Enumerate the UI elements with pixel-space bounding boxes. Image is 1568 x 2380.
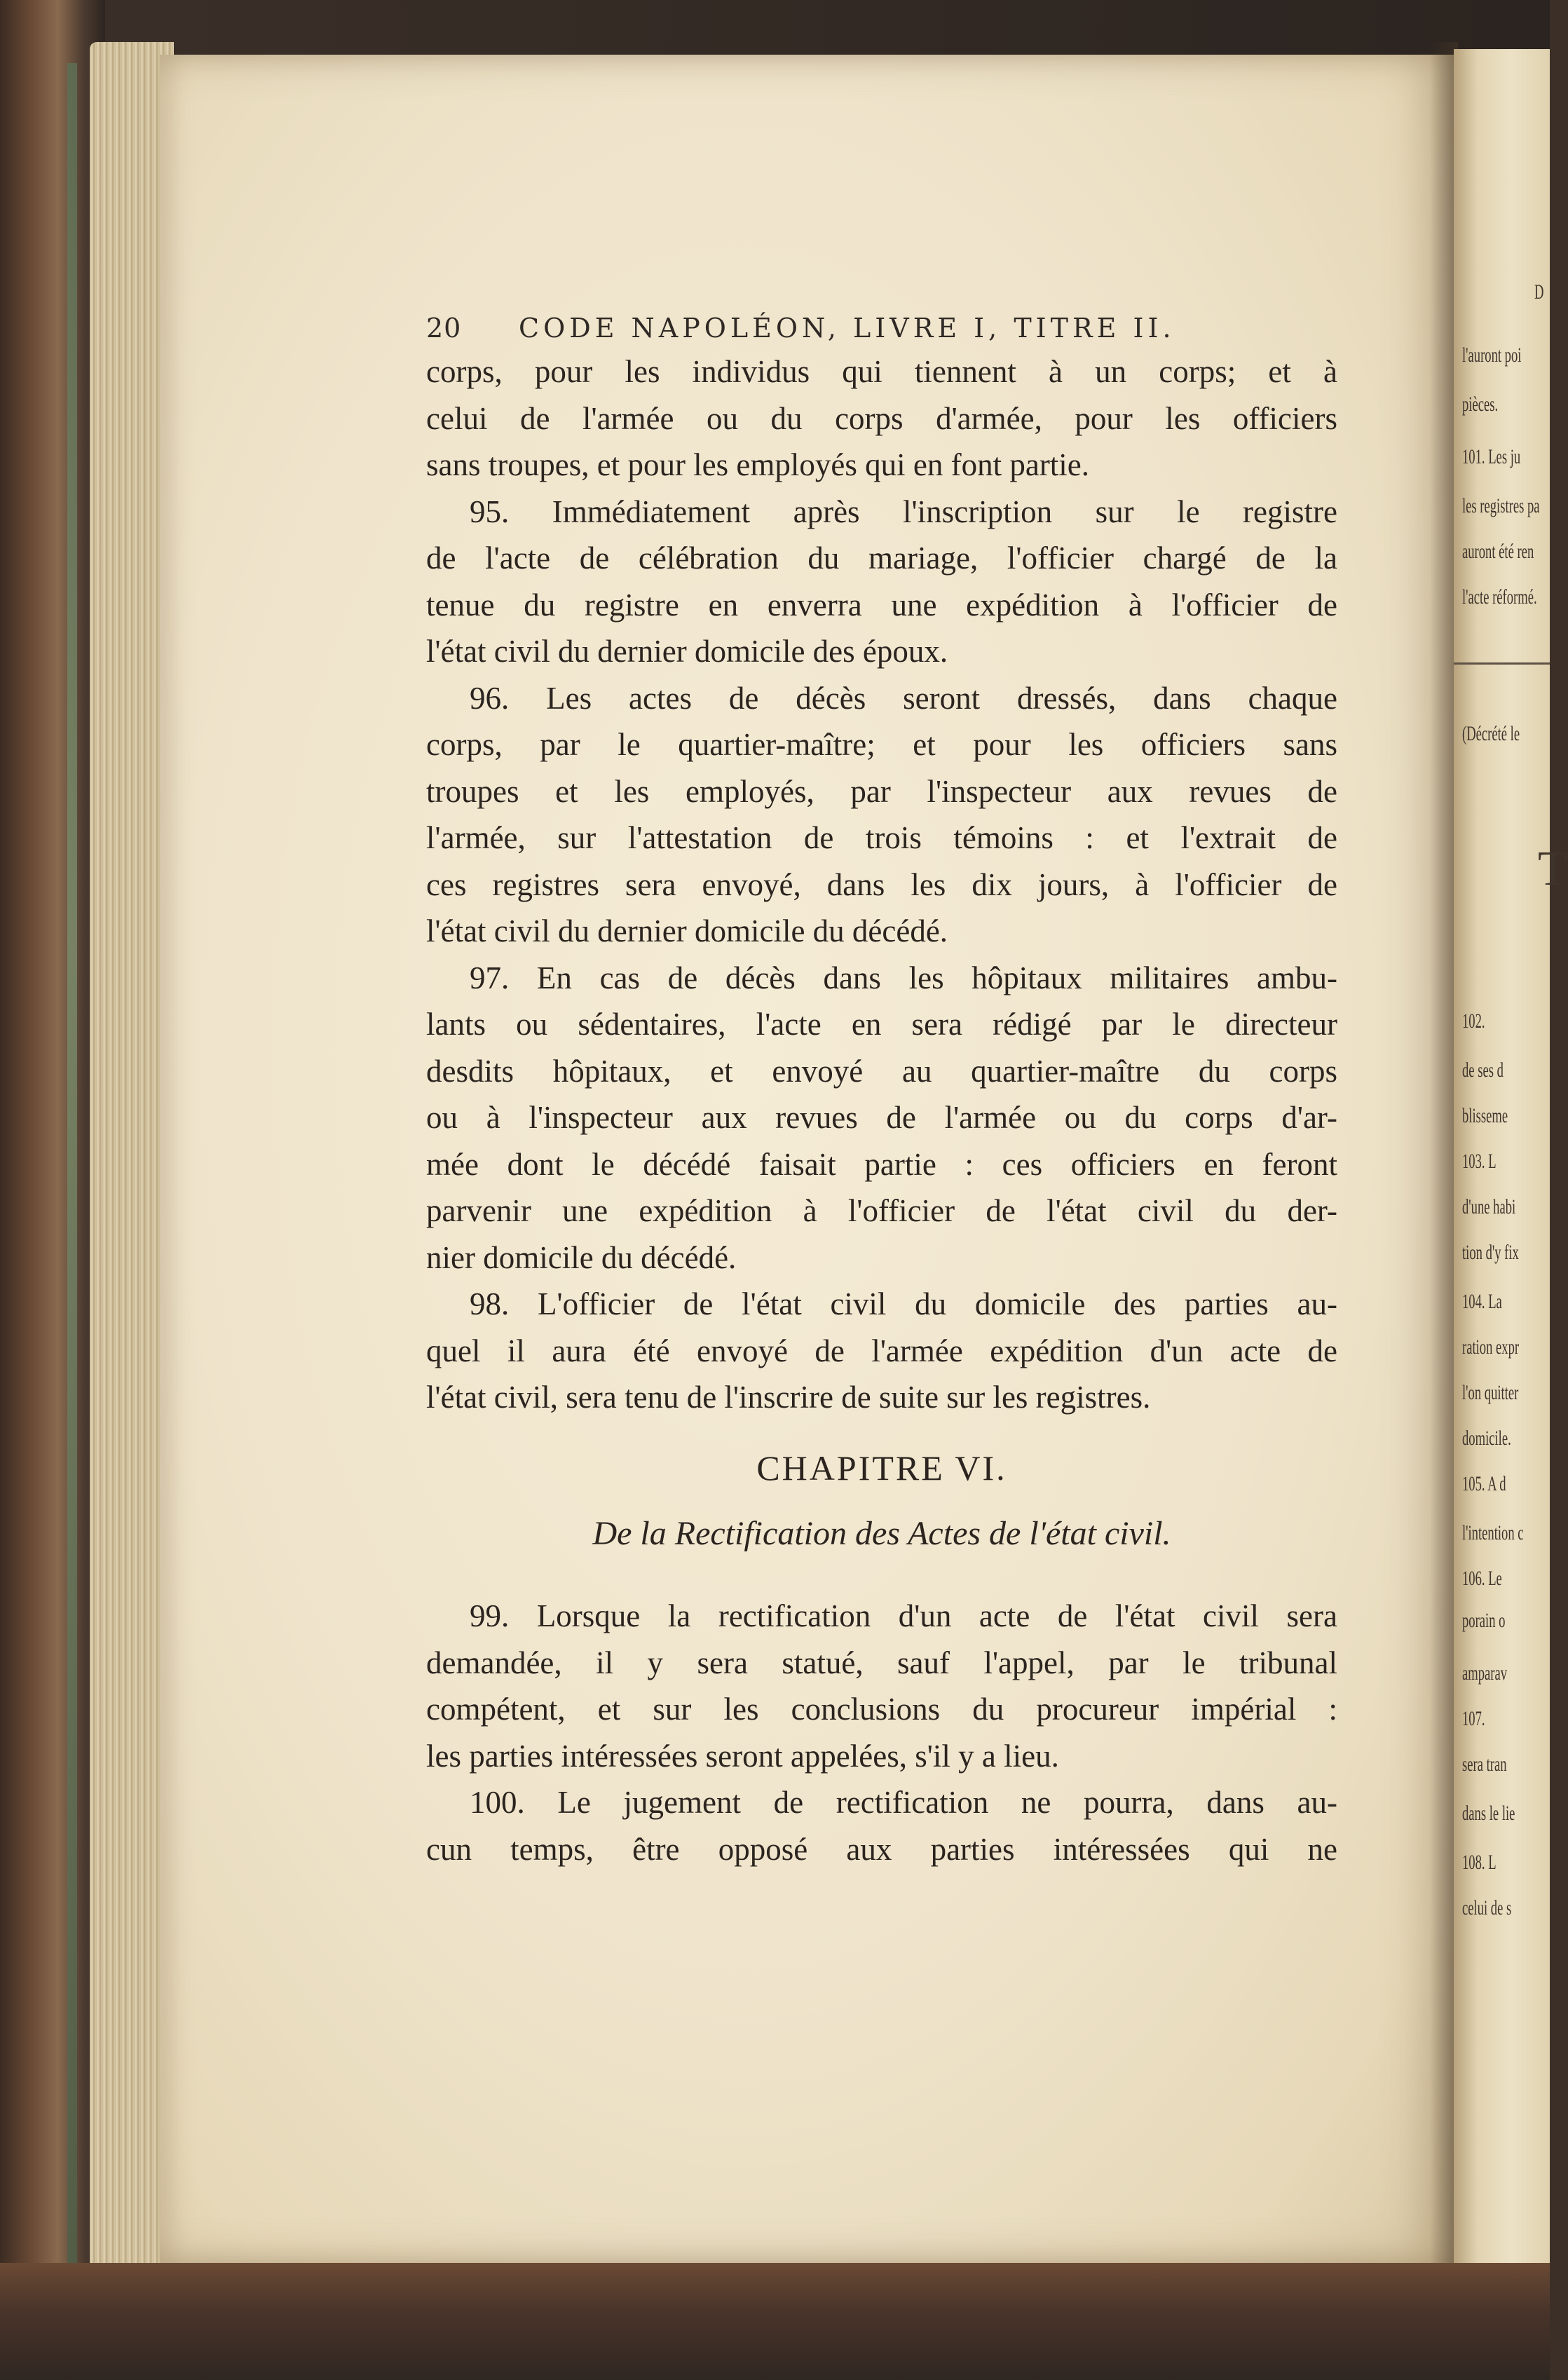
text-line: les parties intéressées seront appelées, s'il y a lieu.	[426, 1738, 1059, 1774]
text-line: de l'acte de célébration du mariage, l'officier chargé de la	[426, 540, 1337, 576]
text-line: celui de l'armée ou du corps d'armée, pour les officiers	[426, 400, 1337, 436]
facing-page-fragment: sera tran	[1462, 1753, 1507, 1776]
text-line: 100. Le jugement de rectification ne pourra, dans au-	[470, 1785, 1337, 1820]
facing-page-fragment: de ses d	[1462, 1059, 1504, 1082]
facing-page-fragment: l'intention c	[1462, 1521, 1524, 1544]
facing-page	[1454, 49, 1568, 2285]
facing-page-fragment: 108. L	[1462, 1851, 1497, 1874]
facing-page-fragment: 104. La	[1462, 1290, 1502, 1313]
facing-page-fragment: D	[1534, 280, 1544, 304]
text-line: l'état civil, sera tenu de l'inscrire de suite sur les registres.	[426, 1380, 1151, 1415]
text-line: 98. L'officier de l'état civil du domicile des parties au-	[470, 1286, 1337, 1321]
text-line: mée dont le décédé faisait partie : ces officiers en feront	[426, 1146, 1337, 1182]
text-line: ces registres sera envoyé, dans les dix jours, à l'officier de	[426, 866, 1337, 902]
facing-page-fragment: l'acte réformé.	[1462, 585, 1537, 608]
facing-page-fragment: l'auront poi	[1462, 344, 1522, 367]
text-line: 97. En cas de décès dans les hôpitaux militaires ambu-	[470, 960, 1337, 995]
facing-page-rule	[1454, 662, 1550, 665]
chapter-subtitle: De la Rectification des Actes de l'état civil.	[592, 1515, 1171, 1552]
facing-page-fragment: 102.	[1462, 1009, 1485, 1033]
facing-page-fragment: 106. Le	[1462, 1567, 1502, 1590]
facing-page-fragment: d'une habi	[1462, 1195, 1516, 1218]
facing-page-fragment: les registres pa	[1462, 494, 1540, 517]
running-title: CODE NAPOLÉON, LIVRE I, TITRE II.	[519, 313, 1175, 344]
facing-page-fragment: tion d'y fix	[1462, 1241, 1519, 1264]
text-line: nier domicile du décédé.	[426, 1239, 737, 1275]
text-line: parvenir une expédition à l'officier de l'état civil du der-	[426, 1193, 1337, 1228]
text-line: corps, pour les individus qui tiennent à un corps; et à	[426, 354, 1337, 389]
text-line: 99. Lorsque la rectification d'un acte de l'état civil sera	[470, 1598, 1337, 1633]
facing-page-fragment: l'on quitter	[1462, 1381, 1519, 1404]
facing-page-fragment: 107.	[1462, 1707, 1485, 1730]
text-line: lants ou sédentaires, l'acte en sera rédigé par le directeur	[426, 1007, 1337, 1042]
facing-page-fragment: (Décrété le	[1462, 722, 1520, 745]
chapter-title: CHAPITRE VI.	[756, 1448, 1007, 1488]
cover-endpaper	[67, 63, 77, 2271]
text-line: ou à l'inspecteur aux revues de l'armée ou du corps d'ar-	[426, 1100, 1337, 1135]
text-line: compétent, et sur les conclusions du procureur impérial :	[426, 1692, 1337, 1727]
text-line: desdits hôpitaux, et envoyé au quartier-maître du corps	[426, 1053, 1337, 1089]
text-line: l'état civil du dernier domicile des époux.	[426, 634, 948, 669]
text-line: quel il aura été envoyé de l'armée expédition d'un acte de	[426, 1333, 1337, 1368]
facing-page-fragment: 105. A d	[1462, 1472, 1506, 1495]
facing-page-fragment: domicile.	[1462, 1427, 1511, 1450]
book-bottom-edge	[0, 2263, 1550, 2380]
text-line: troupes et les employés, par l'inspecteur aux revues de	[426, 773, 1337, 809]
page-number: 20	[426, 313, 462, 344]
facing-page-fragment: 103. L	[1462, 1150, 1497, 1173]
facing-page-fragment: celui de s	[1462, 1896, 1512, 1919]
facing-page-fragment: 101. Les ju	[1462, 445, 1521, 468]
facing-page-fragment: porain o	[1462, 1609, 1506, 1632]
facing-page-fragment: amparav	[1462, 1661, 1508, 1685]
text-line: sans troupes, et pour les employés qui en font partie.	[426, 447, 1090, 482]
text-line: l'armée, sur l'attestation de trois témoins : et l'extrait de	[426, 820, 1337, 855]
text-line: 96. Les actes de décès seront dressés, dans chaque	[470, 680, 1337, 716]
text-line: demandée, il y sera statué, sauf l'appel, par le tribunal	[426, 1645, 1337, 1680]
facing-page-fragment: ration expr	[1462, 1335, 1520, 1359]
facing-page-fragment: dans le lie	[1462, 1802, 1515, 1825]
text-line: cun temps, être opposé aux parties intéressées qui ne	[426, 1831, 1337, 1867]
running-header	[426, 313, 1337, 355]
facing-page-fragment: blisseme	[1462, 1104, 1508, 1127]
text-line: tenue du registre en enverra une expédition à l'officier de	[426, 587, 1337, 623]
facing-page-fragment: auront été ren	[1462, 540, 1534, 563]
text-line: corps, par le quartier-maître; et pour les officiers sans	[426, 727, 1337, 762]
facing-page-initial: T	[1538, 842, 1568, 896]
facing-page-fragment: pièces.	[1462, 393, 1499, 416]
text-line: 95. Immédiatement après l'inscription sur le registre	[470, 494, 1337, 529]
text-line: l'état civil du dernier domicile du décédé.	[426, 913, 948, 948]
